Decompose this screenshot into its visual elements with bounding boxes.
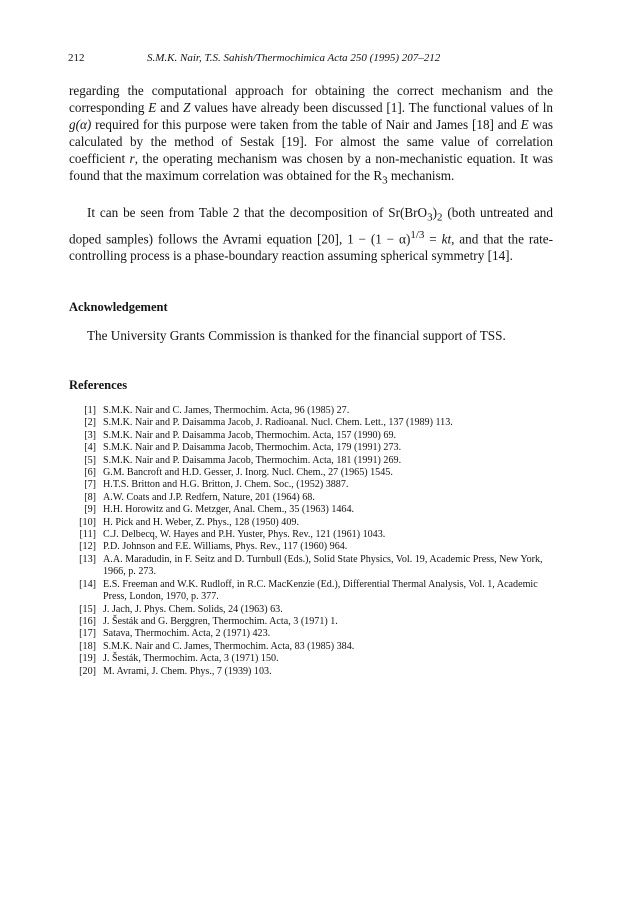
reference-item — [69, 430, 559, 442]
reference-number: [2] — [84, 417, 96, 429]
text-run: = — [424, 231, 442, 247]
journal-reference: S.M.K. Nair, T.S. Sahish/Thermochimica Acta 250 (1995) 207–212 — [147, 52, 441, 64]
reference-text: H.H. Horowitz and G. Metzger, Anal. Chem., 35 (1963) 1464. — [103, 504, 355, 516]
reference-item — [69, 405, 559, 417]
body-paragraph-2-text — [69, 204, 553, 264]
reference-number: [3] — [84, 429, 96, 441]
reference-item — [69, 641, 559, 653]
text-run: was calculated by the method of Sestak [19]. For almost the same value of correlation coefficient — [69, 117, 553, 167]
reference-item — [69, 467, 559, 479]
reference-item — [69, 604, 559, 616]
references-heading: References — [69, 378, 128, 392]
reference-number: [19] — [79, 653, 96, 665]
reference-number: [1] — [84, 405, 96, 416]
reference-number: [18] — [79, 640, 96, 652]
text-run: , and that the rate-controlling process is a phase-boundary reaction assuming spherical symmetry [14]. — [69, 231, 553, 264]
reference-text: S.M.K. Nair and P. Daisamma Jacob, Thermochim. Acta, 181 (1991) 269. — [103, 454, 402, 466]
reference-number: [15] — [79, 603, 96, 615]
variable-z: Z — [183, 100, 191, 116]
reference-number: [13] — [79, 553, 96, 565]
reference-text: J. Šesták and G. Berggren, Thermochim. Acta, 3 (1971) 1. — [103, 615, 338, 627]
reference-number: [5] — [84, 454, 96, 466]
reference-item — [69, 442, 559, 454]
reference-text: S.M.K. Nair and C. James, Thermochim. Acta, 96 (1985) 27. — [103, 405, 350, 416]
reference-item — [69, 517, 559, 529]
reference-item — [69, 628, 559, 640]
variable-e: E — [148, 100, 157, 116]
reference-number: [11] — [79, 529, 96, 541]
reference-number: [10] — [79, 516, 96, 528]
reference-text: Satava, Thermochim. Acta, 2 (1971) 423. — [103, 628, 271, 640]
body-paragraph-2 — [69, 204, 553, 264]
reference-text: S.M.K. Nair and P. Daisamma Jacob, J. Radioanal. Nucl. Chem. Lett., 137 (1989) 113. — [103, 417, 453, 429]
reference-item — [69, 653, 559, 665]
text-run: required for this purpose were taken from the table of Nair and James [18] and — [91, 117, 521, 133]
reference-number: [20] — [79, 665, 96, 677]
reference-number: [7] — [84, 479, 96, 491]
reference-number: [14] — [79, 578, 96, 590]
subscript: 3 — [382, 175, 388, 188]
text-run: regarding the computational approach for obtaining the correct mechanism and the corresponding — [69, 83, 553, 116]
text-run: and — [156, 100, 184, 116]
text-run: It can be seen from Table 2 that the decomposition of Sr(BrO — [87, 205, 428, 220]
reference-item — [69, 492, 559, 504]
reference-item — [69, 579, 559, 604]
reference-item — [69, 616, 559, 628]
acknowledgement-heading: Acknowledgement — [69, 300, 168, 314]
reference-text: J. Jach, J. Phys. Chem. Solids, 24 (1963) 63. — [103, 603, 283, 615]
variable-r: r — [129, 151, 135, 167]
acknowledgement-text: The University Grants Commission is thanked for the financial support of TSS. — [87, 328, 506, 343]
reference-number: [8] — [84, 491, 96, 503]
text-run: mechanism. — [387, 168, 455, 184]
reference-item — [69, 554, 559, 579]
superscript: 1/3 — [410, 228, 425, 241]
reference-text: S.M.K. Nair and C. James, Thermochim. Acta, 83 (1985) 384. — [103, 640, 355, 652]
reference-item — [69, 417, 559, 429]
reference-text: A.W. Coats and J.P. Redfern, Nature, 201 (1964) 68. — [103, 491, 315, 503]
function-g-alpha: g(α) — [69, 117, 92, 133]
variable-e: E — [520, 117, 529, 133]
page-number: 212 — [68, 52, 85, 64]
body-paragraph-1-text — [69, 82, 553, 190]
reference-item — [69, 666, 559, 678]
reference-number: [17] — [79, 628, 96, 640]
reference-text: H. Pick and H. Weber, Z. Phys., 128 (1950) 409. — [103, 516, 299, 528]
reference-number: [4] — [84, 442, 96, 454]
reference-text: S.M.K. Nair and P. Daisamma Jacob, Thermochim. Acta, 179 (1991) 273. — [103, 442, 402, 454]
reference-number: [12] — [79, 541, 96, 553]
reference-item — [69, 529, 559, 541]
reference-text: H.T.S. Britton and H.G. Britton, J. Chem. Soc., (1952) 3887. — [103, 479, 349, 491]
reference-item — [69, 479, 559, 491]
reference-number: [9] — [84, 504, 96, 516]
reference-text: J. Šesták, Thermochim. Acta, 3 (1971) 150. — [103, 653, 279, 665]
reference-number: [16] — [79, 615, 96, 627]
text-run: , the operating mechanism was chosen by a non-mechanistic equation. It was found that the maximum correlation was obtained for the R — [69, 151, 553, 184]
reference-text: P.D. Johnson and F.E. Williams, Phys. Rev., 117 (1960) 964. — [103, 541, 348, 553]
references-list — [69, 405, 559, 678]
reference-item — [69, 504, 559, 516]
subscript: 3 — [427, 211, 433, 224]
text-run: ) — [432, 205, 437, 220]
reference-item — [69, 455, 559, 467]
text-run: values have already been discussed [1]. The functional values of ln — [190, 100, 553, 116]
reference-text: S.M.K. Nair and P. Daisamma Jacob, Thermochim. Acta, 157 (1990) 69. — [103, 429, 397, 441]
reference-text: M. Avrami, J. Chem. Phys., 7 (1939) 103. — [103, 665, 272, 677]
reference-text: A.A. Maradudin, in F. Seitz and D. Turnbull (Eds.), Solid State Physics, Vol. 19, Academic Press, New York, 1966, p. 273. — [103, 553, 543, 578]
reference-text: C.J. Delbecq, W. Hayes and P.H. Yuster, Phys. Rev., 121 (1961) 1043. — [103, 529, 386, 541]
body-paragraph-1 — [69, 82, 553, 190]
reference-text: E.S. Freeman and W.K. Rudloff, in R.C. MacKenzie (Ed.), Differential Thermal Analysis, Vol. 1, Academic Press, London, 1970, p. 377. — [103, 578, 538, 603]
reference-text: G.M. Bancroft and H.D. Gesser, J. Inorg. Nucl. Chem., 27 (1965) 1545. — [103, 467, 393, 479]
subscript: 2 — [436, 211, 443, 224]
reference-number: [6] — [84, 467, 96, 479]
variable-kt: kt — [441, 231, 452, 247]
reference-item — [69, 541, 559, 553]
text-run: (both untreated and doped samples) follows the Avrami equation [20], 1 − (1 − α) — [69, 205, 553, 247]
